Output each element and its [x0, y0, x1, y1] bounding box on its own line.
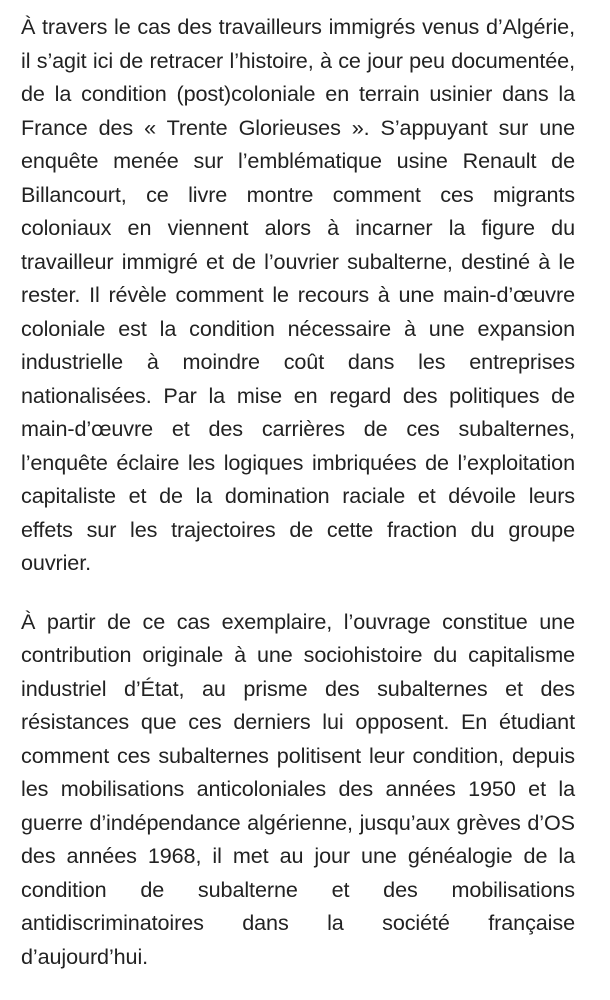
paragraph-2: À partir de ce cas exemplaire, l’ouvrage constitue une contribution originale à une sociohistoire du capitalisme industriel d’État, au prisme des subalternes et des résistances que ces derniers lui opposent. En étudiant comment ces subalternes politisent leur condition, depuis les mobilisations anticoloniales des années 1950 et la guerre d’indépendance algérienne, jusqu’aux grèves d’OS des années 1968, il met au jour une généalogie de la condition de subalterne et des mobilisations antidiscriminatoires dans la société française d’aujourd’hui.: [21, 608, 575, 969]
paragraph-1: À travers le cas des travailleurs immigrés venus d’Algérie, il s’agit ici de retracer l’histoire, à ce jour peu documentée, de la condition (post)coloniale en terrain usinier dans la France des « Trente Glorieuses ». S’appuyant sur une enquête menée sur l’emblématique usine Renault de Billancourt, ce livre montre comment ces migrants coloniaux en viennent alors à incarner la figure du travailleur immigré et de l’ouvrier subalterne, destiné à le rester. Il révèle comment le recours à une main-d’œuvre coloniale est la condition nécessaire à une expansion industrielle à moindre coût dans les entreprises nationalisées. Par la mise en regard des politiques de main-d’œuvre et des carrières de ces subalternes, l’enquête éclaire les logiques imbriquées de l’exploitation capitaliste et de la domination raciale et dévoile leurs effets sur les trajectoires de cette fraction du groupe ouvrier.: [21, 14, 575, 575]
book-description: [21, 10, 575, 973]
